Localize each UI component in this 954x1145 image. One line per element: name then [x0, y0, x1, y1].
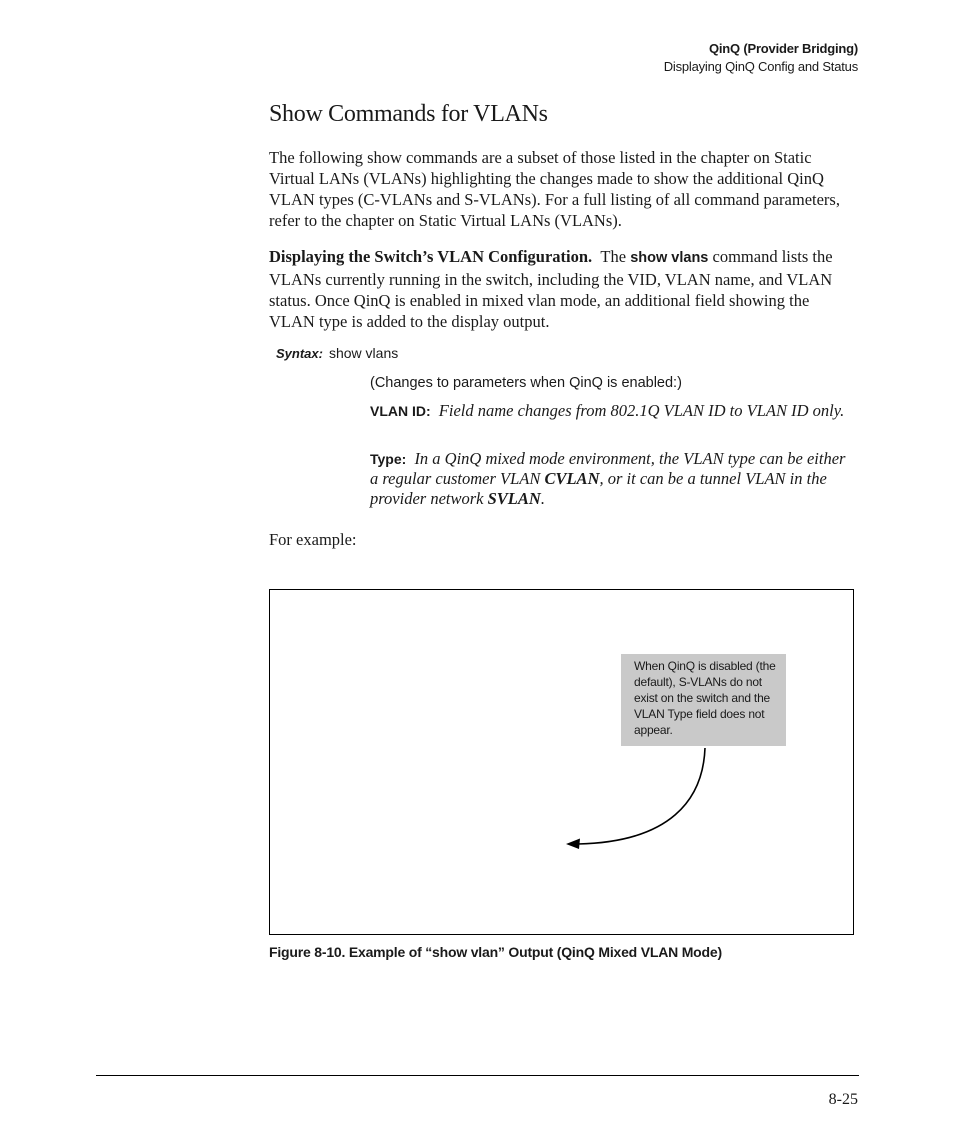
svlan-term: SVLAN [487, 489, 541, 508]
run-in-heading: Displaying the Switch’s VLAN Configuration. [269, 247, 593, 266]
paragraph-lead: The [600, 247, 627, 266]
syntax-line [276, 345, 398, 361]
figure-frame [269, 589, 854, 935]
syntax-label: Syntax: [276, 346, 323, 361]
type-label: Type: [370, 451, 407, 467]
running-header-section: Displaying QinQ Config and Status [663, 59, 858, 74]
paragraph-rest: command lists the VLANs currently running in the switch, including the VID, VLAN name, and VLAN status. Once QinQ is enabled in mixed vlan mode, an additional field showing the VLAN type is added to the display output. [269, 247, 833, 331]
inline-command: show vlans [630, 250, 709, 266]
vlan-id-param [370, 401, 854, 421]
cvlan-term: CVLAN [544, 469, 600, 488]
changes-note: (Changes to parameters when QinQ is enabled:) [370, 375, 682, 391]
vlan-id-text: Field name changes from 802.1Q VLAN ID to VLAN ID only. [438, 401, 845, 420]
display-config-paragraph [269, 246, 857, 332]
for-example-text: For example: [269, 530, 357, 549]
running-header-chapter: QinQ (Provider Bridging) [708, 41, 858, 56]
figure-caption: Figure 8-10. Example of “show vlan” Output (QinQ Mixed VLAN Mode) [269, 944, 722, 960]
footer-rule [96, 1075, 859, 1076]
syntax-command: show vlans [328, 345, 399, 361]
callout-note: When QinQ is disabled (the default), S-VLANs do not exist on the switch and the VLAN Type field does not appear. [621, 654, 786, 746]
vlan-id-label: VLAN ID: [370, 403, 431, 419]
page-number: 8-25 [828, 1091, 858, 1108]
type-param [370, 449, 854, 509]
section-title: Show Commands for VLANs [269, 101, 548, 127]
intro-paragraph: The following show commands are a subset of those listed in the chapter on Static Virtual LANs (VLANs) highlighting the changes made to show the additional QinQ VLAN types (C-VLANs and S-VLANs). For a full listing of all command parameters, refer to the chapter on Static Virtual LANs (VLANs). [269, 148, 840, 230]
type-text: In a QinQ mixed mode environment, the VLAN type can be either a regular customer VLAN CVLAN, or it can be a tunnel VLAN in the provider network SVLAN. [370, 449, 846, 508]
